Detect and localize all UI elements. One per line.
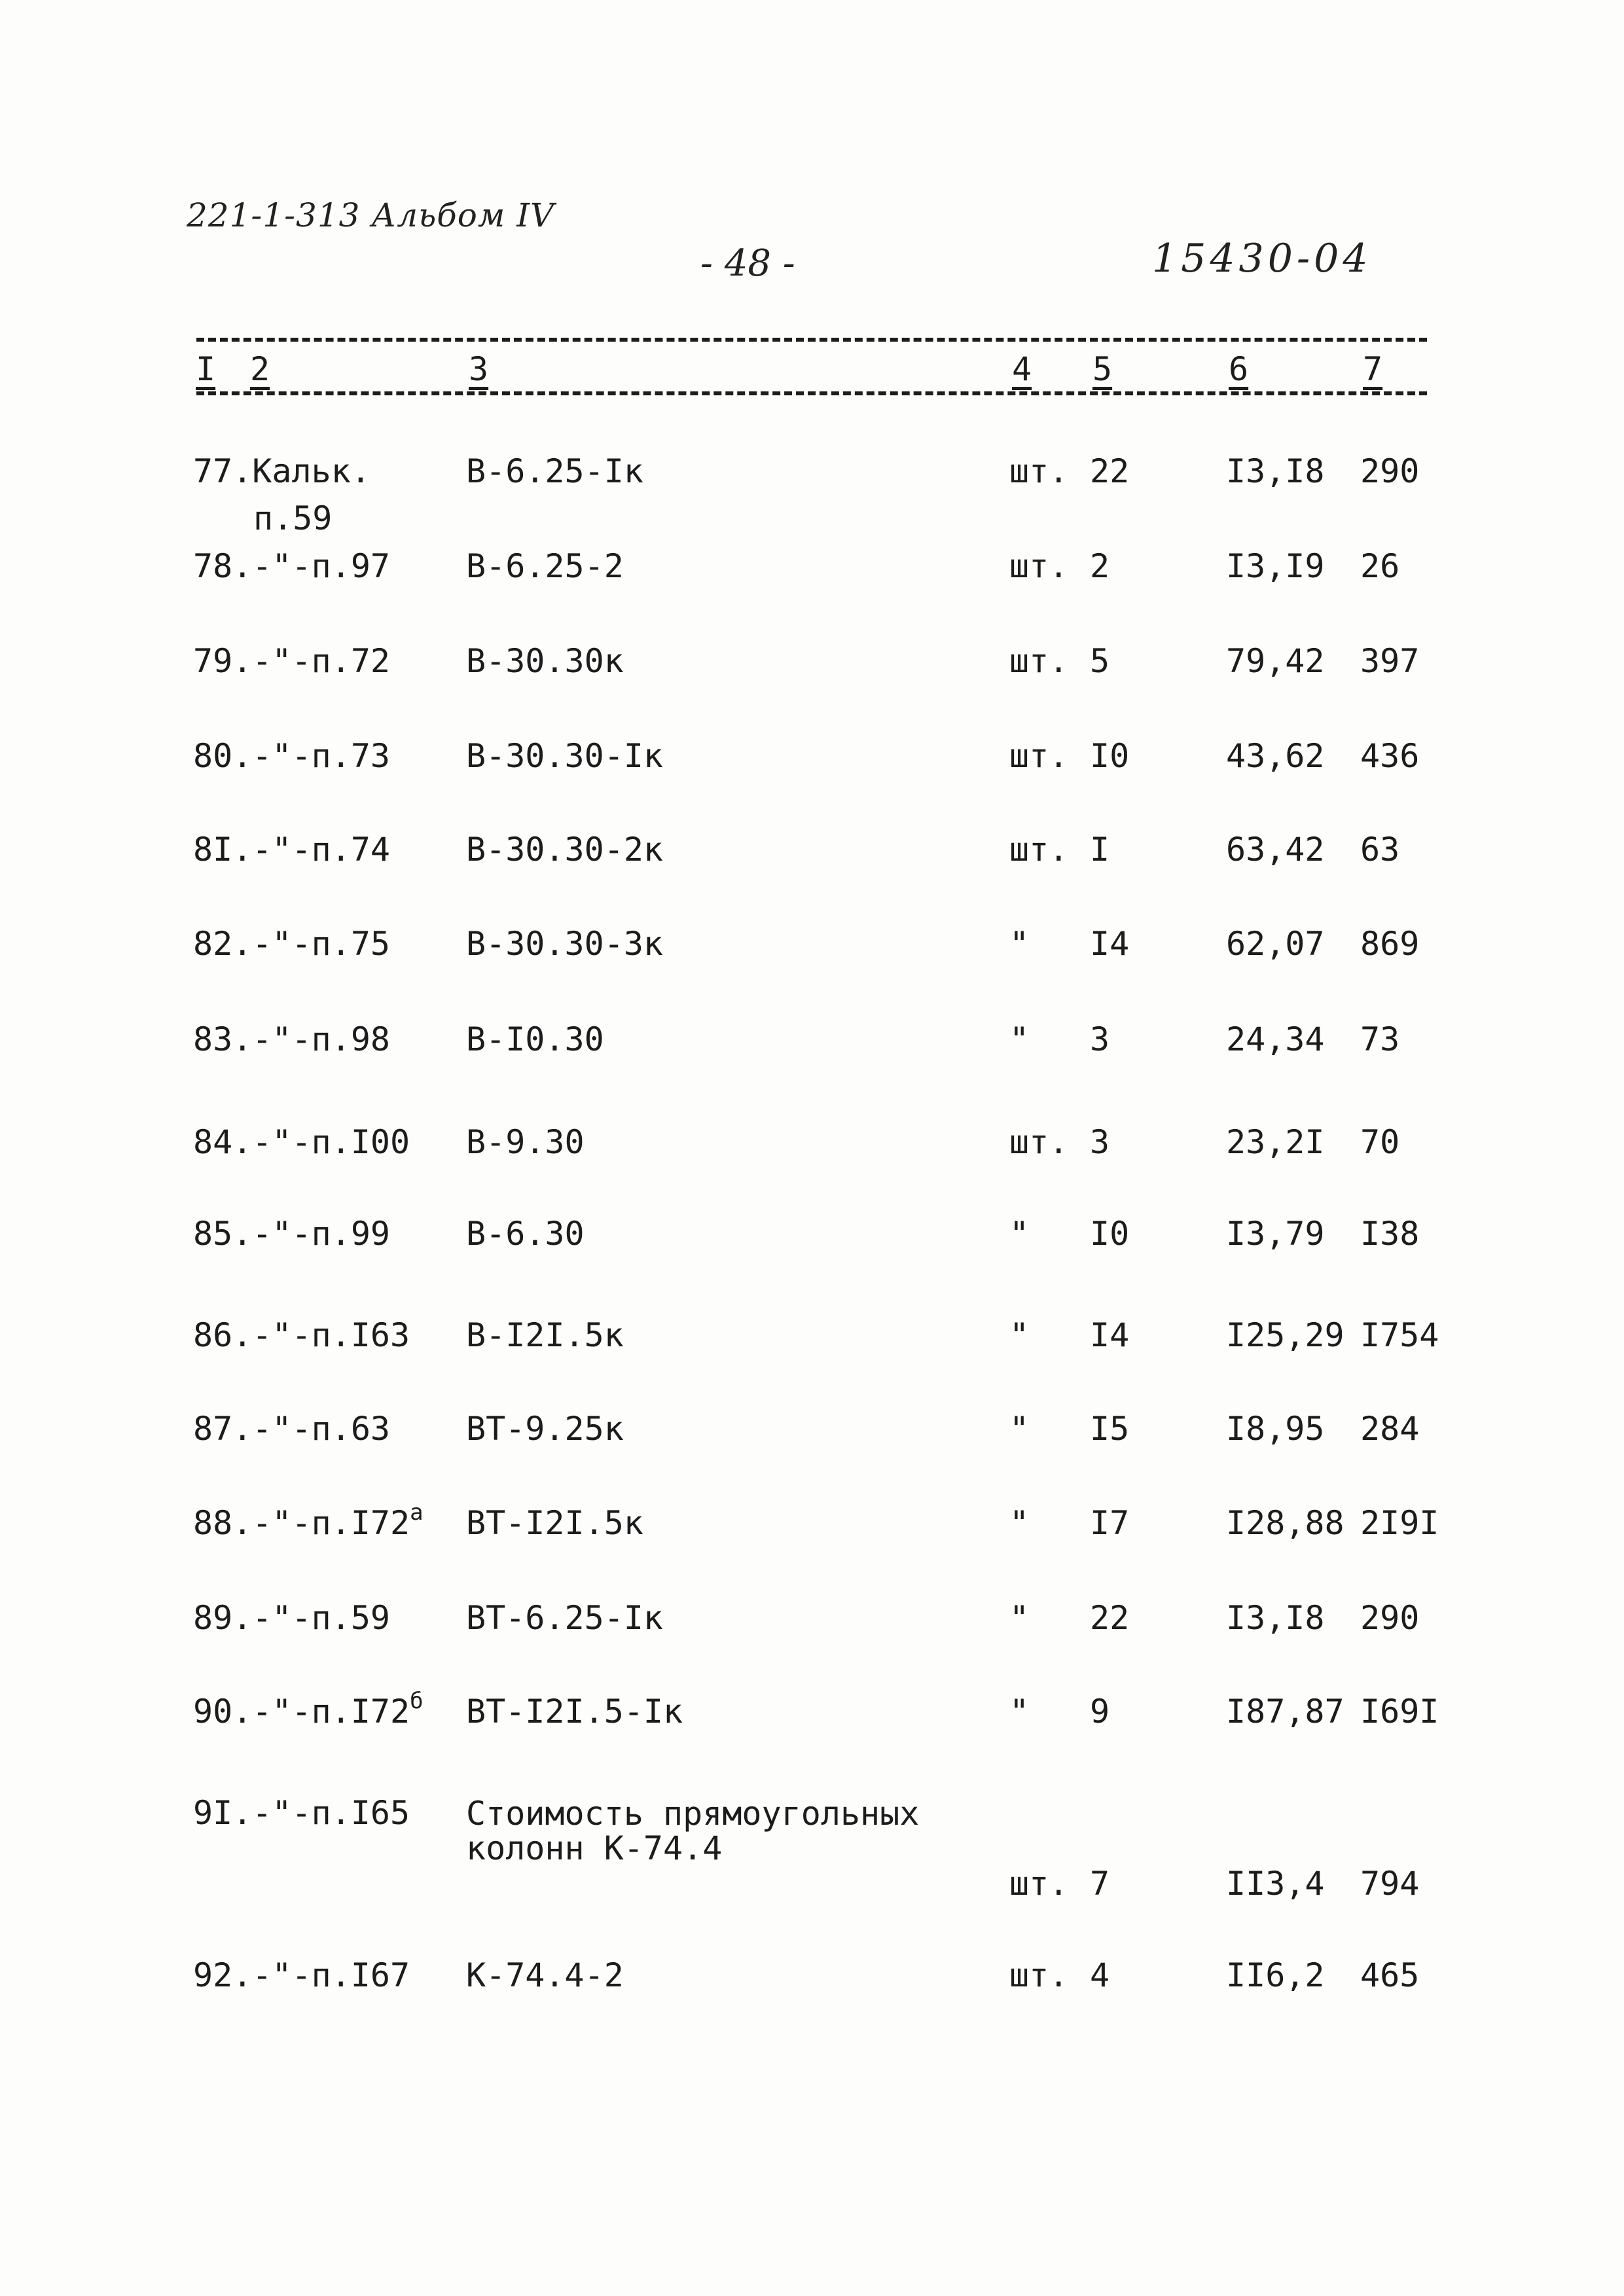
row-qty: 9 [1090, 1693, 1110, 1731]
row-qty: 7 [1090, 1865, 1110, 1903]
row-item: 82.-"-п.75 [193, 925, 391, 963]
row-total: 70 [1360, 1123, 1400, 1161]
row-total: 63 [1360, 831, 1400, 869]
row-total: 465 [1360, 1956, 1420, 1994]
row-item-superscript: а [410, 1499, 424, 1526]
table-header-rule [196, 391, 1427, 395]
row-unit: " [1009, 925, 1030, 963]
row-price: 43,62 [1226, 737, 1325, 775]
row-unit: " [1009, 1504, 1030, 1542]
row-total: 290 [1360, 1599, 1420, 1637]
row-item: $88.-"-п.I72^а$ [193, 1499, 424, 1542]
row-price: II3,4 [1226, 1865, 1325, 1903]
row-name: В-I0.30 [466, 1020, 604, 1058]
row-unit: " [1009, 1693, 1030, 1731]
page-number: - 48 - [700, 242, 795, 285]
row-qty: 3 [1090, 1020, 1110, 1058]
row-name: В-9.30 [466, 1123, 585, 1161]
row-name: В-30.30-3к [466, 925, 664, 963]
row-total: 284 [1360, 1410, 1420, 1448]
row-qty: I0 [1090, 1215, 1130, 1253]
row-qty: I0 [1090, 737, 1130, 775]
row-item-sub: п.59 [253, 499, 333, 537]
row-total: 397 [1360, 642, 1420, 680]
row-qty: 4 [1090, 1956, 1110, 1994]
row-qty: I7 [1090, 1504, 1130, 1542]
row-price: 62,07 [1226, 925, 1325, 963]
row-unit: " [1009, 1599, 1030, 1637]
row-item-superscript: б [410, 1688, 424, 1714]
album-code: 221-1-313 Альбом IV [187, 196, 555, 234]
row-item: 92.-"-п.I67 [193, 1956, 410, 1994]
row-total: I754 [1360, 1316, 1439, 1354]
row-qty: I4 [1090, 1316, 1130, 1354]
row-item: 78.-"-п.97 [193, 547, 391, 585]
column-header-5: 5 [1090, 350, 1115, 388]
row-qty: 2 [1090, 547, 1110, 585]
row-price: I3,79 [1226, 1215, 1325, 1253]
column-header-1: I [193, 350, 218, 388]
row-total: 869 [1360, 925, 1420, 963]
column-header-7: 7 [1360, 350, 1385, 388]
row-unit: шт. [1009, 737, 1069, 775]
row-name: ВТ-9.25к [466, 1410, 624, 1448]
row-item: 85.-"-п.99 [193, 1215, 391, 1253]
row-name: ВТ-I2I.5-Iк [466, 1693, 683, 1731]
row-name: В-6.25-2 [466, 547, 624, 585]
row-name: В-30.30-Iк [466, 737, 664, 775]
row-qty: 22 [1090, 1599, 1130, 1637]
row-item: 83.-"-п.98 [193, 1020, 391, 1058]
row-item: 84.-"-п.I00 [193, 1123, 410, 1161]
row-qty: I5 [1090, 1410, 1130, 1448]
row-item: 87.-"-п.63 [193, 1410, 391, 1448]
row-unit: " [1009, 1316, 1030, 1354]
row-unit: шт. [1009, 1865, 1069, 1903]
row-price: I3,I8 [1226, 452, 1325, 490]
row-qty: I [1090, 831, 1110, 869]
row-qty: 22 [1090, 452, 1130, 490]
row-price: I8,95 [1226, 1410, 1325, 1448]
row-item: 86.-"-п.I63 [193, 1316, 410, 1354]
row-price: I3,I8 [1226, 1599, 1325, 1637]
row-qty: 3 [1090, 1123, 1110, 1161]
row-name: ВТ-6.25-Iк [466, 1599, 664, 1637]
column-header-3: 3 [466, 350, 491, 388]
row-item: 79.-"-п.72 [193, 642, 391, 680]
row-qty: I4 [1090, 925, 1130, 963]
document-number: 15430-04 [1152, 236, 1372, 281]
row-total: 290 [1360, 452, 1420, 490]
row-item: 77.Кальк. п.59 [193, 455, 370, 520]
row-total: 2I9I [1360, 1504, 1439, 1542]
row-price: I25,29 [1226, 1316, 1344, 1354]
row-qty: 5 [1090, 642, 1110, 680]
row-price: 23,2I [1226, 1123, 1325, 1161]
column-header-2: 2 [247, 350, 272, 388]
row-item: 9I.-"-п.I65 [193, 1794, 410, 1832]
row-price: II6,2 [1226, 1956, 1325, 1994]
row-price: I3,I9 [1226, 547, 1325, 585]
row-name: В-30.30к [466, 642, 624, 680]
row-price: I87,87 [1226, 1693, 1344, 1731]
row-total: 794 [1360, 1865, 1420, 1903]
row-total: I38 [1360, 1215, 1420, 1253]
row-unit: шт. [1009, 831, 1069, 869]
row-total: 436 [1360, 737, 1420, 775]
row-price: 24,34 [1226, 1020, 1325, 1058]
row-total: I69I [1360, 1693, 1439, 1731]
column-header-4: 4 [1009, 350, 1034, 388]
row-name: В-6.25-Iк [466, 452, 643, 490]
row-unit: " [1009, 1410, 1030, 1448]
row-unit: шт. [1009, 452, 1069, 490]
column-header-6: 6 [1226, 350, 1251, 388]
row-name: К-74.4-2 [466, 1956, 624, 1994]
row-name: В-30.30-2к [466, 831, 664, 869]
row-unit: " [1009, 1020, 1030, 1058]
row-price: 79,42 [1226, 642, 1325, 680]
row-unit: шт. [1009, 547, 1069, 585]
row-name: В-I2I.5к [466, 1316, 624, 1354]
row-total: 73 [1360, 1020, 1400, 1058]
row-unit: " [1009, 1215, 1030, 1253]
row-unit: шт. [1009, 1123, 1069, 1161]
row-unit: шт. [1009, 642, 1069, 680]
row-total: 26 [1360, 547, 1400, 585]
row-name: Стоимость прямоугольных колонн К-74.4 [466, 1795, 920, 1867]
row-item: 8I.-"-п.74 [193, 831, 391, 869]
table-top-rule [196, 338, 1427, 342]
row-item: 80.-"-п.73 [193, 737, 391, 775]
row-unit: шт. [1009, 1956, 1069, 1994]
row-name: В-6.30 [466, 1215, 585, 1253]
row-name: ВТ-I2I.5к [466, 1504, 643, 1542]
row-price: 63,42 [1226, 831, 1325, 869]
row-item: 89.-"-п.59 [193, 1599, 391, 1637]
row-item: $90.-"-п.I72^б$ [193, 1688, 424, 1731]
row-price: I28,88 [1226, 1504, 1344, 1542]
